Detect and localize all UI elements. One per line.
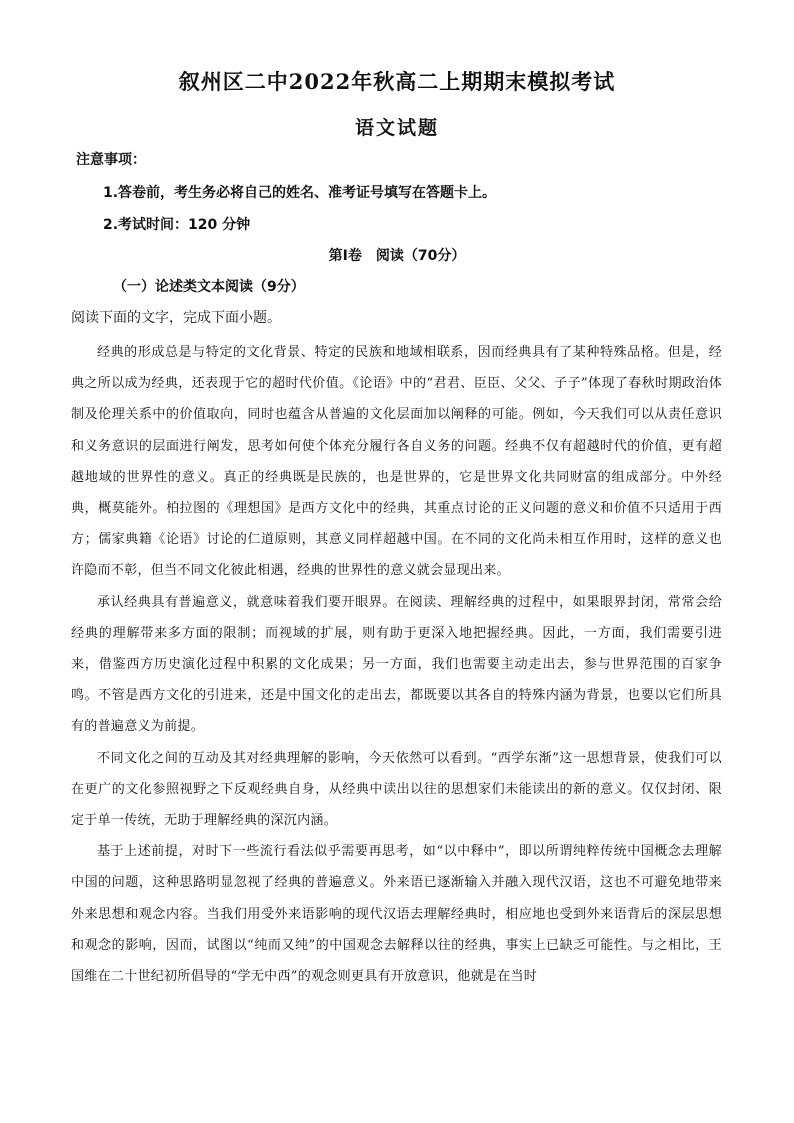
passage-paragraph: 不同文化之间的互动及其对经典理解的影响，今天依然可以看到。“西学东渐”这一思想背景，使我们可以在更广的文化参照视野之下反观经典自身，从经典中读出以往的思想家们未能读出的新的意义。仅仅封闭、限定于单一传统，无助于理解经典的深沉内涵。 bbox=[71, 750, 722, 829]
notice-heading: 注意事项： bbox=[76, 152, 146, 168]
sub-section-title: （一）论述类文本阅读（9分） bbox=[113, 279, 305, 295]
passage-paragraph: 基于上述前提，对时下一些流行看法似乎需要再思考，如“以中释中”，即以所谓纯粹传统中国概念去理解中国的问题，这种思路明显忽视了经典的普遍意义。外来语已逐渐输入并融入现代汉语，这也不可避免地带来外来思想和观念内容。当我们用受外来语影响的现代汉语去理解经典时，相应地也受到外来语背后的深层思想和观念的影响，因而，试图以“纯而又纯”的中国观念去解释以往的经典，事实上已缺乏可能性。与之相比，王国维在二十世纪初所倡导的“学无中西”的观念则更具有开放意识，他就是在当时 bbox=[71, 844, 722, 985]
notice-item-2: 2.考试时间：120 分钟 bbox=[103, 217, 251, 233]
passage-paragraph: 经典的形成总是与特定的文化背景、特定的民族和地域相联系，因而经典具有了某种特殊品格。但是，经典之所以成为经典，还表现于它的超时代价值。《论语》中的“君君、臣臣、父父、子子”体现了春秋时期政治体制及伦理关系中的价值取向，同时也蕴含从普遍的文化层面加以阐释的可能。例如，今天我们可以从责任意识和义务意识的层面进行阐发，思考如何使个体充分履行各自义务的问题。经典不仅有超越时代的价值，更有超越地域的世界性的意义。真正的经典既是民族的，也是世界的，它是世界文化共同财富的组成部分。中外经典，概莫能外。柏拉图的《理想国》是西方文化中的经典，其重点讨论的正义问题的意义和价值不只适用于西方；儒家典籍《论语》讨论的仁道原则，其意义同样超越中国。在不同的文化尚未相互作用时，这样的意义也许隐而不彰，但当不同文化彼此相遇，经典的世界性的意义就会显现出来。 bbox=[71, 345, 722, 579]
exam-title: 叙州区二中2022年秋高二上期期末模拟考试 bbox=[178, 69, 616, 94]
notice-item-1: 1.答卷前，考生务必将自己的姓名、准考证号填写在答题卡上。 bbox=[103, 185, 497, 201]
section-title: 第Ⅰ卷 阅读（70分） bbox=[328, 248, 466, 264]
reading-passage bbox=[71, 337, 722, 992]
reading-instruction: 阅读下面的文字，完成下面小题。 bbox=[71, 310, 281, 326]
exam-subtitle: 语文试题 bbox=[354, 117, 439, 139]
passage-paragraph: 承认经典具有普遍意义，就意味着我们要开眼界。在阅读、理解经典的过程中，如果眼界封闭，常常会给经典的理解带来多方面的限制；而视域的扩展，则有助于更深入地把握经典。因此，一方面，我们需要引进来，借鉴西方历史演化过程中积累的文化成果；另一方面，我们也需要主动走出去，参与世界范围的百家争鸣。不管是西方文化的引进来，还是中国文化的走出去，都既要以其各自的特殊内涵为背景，也要以它们所具有的普遍意义为前提。 bbox=[71, 594, 722, 735]
